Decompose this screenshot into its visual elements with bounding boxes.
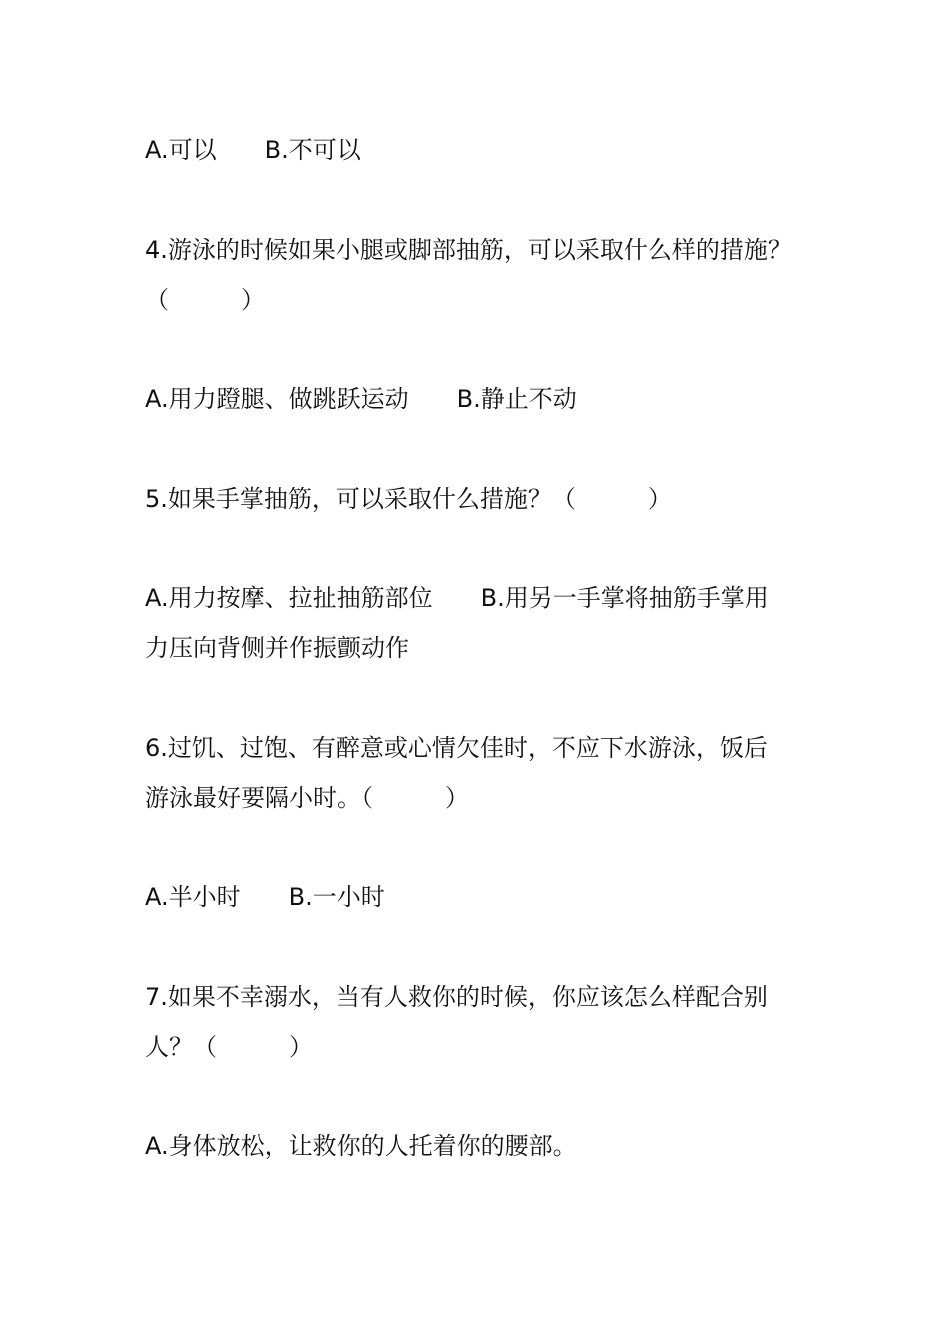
q6-options: A.半小时 B.一小时: [145, 883, 385, 911]
q5-question: 5.如果手掌抽筋，可以采取什么措施？（ ）: [145, 485, 672, 513]
q4-options: A.用力蹬腿、做跳跃运动 B.静止不动: [145, 385, 577, 413]
q4-answer-blank: （ ）: [145, 286, 265, 314]
q7-question-continued: 人？（ ）: [145, 1033, 313, 1061]
q4-question: 4.游泳的时候如果小腿或脚部抽筋，可以采取什么样的措施？: [145, 236, 792, 264]
q5-options-continued: 力压向背侧并作振颤动作: [145, 634, 409, 662]
q7-question: 7.如果不幸溺水，当有人救你的时候，你应该怎么样配合别: [145, 983, 768, 1011]
q6-question: 6.过饥、过饱、有醉意或心情欠佳时，不应下水游泳，饭后: [145, 734, 768, 762]
q6-question-continued: 游泳最好要隔小时。（ ）: [145, 784, 469, 812]
q3-options: A.可以 B.不可以: [145, 136, 361, 164]
q5-options: A.用力按摩、拉扯抽筋部位 B.用另一手掌将抽筋手掌用: [145, 584, 769, 612]
q7-option-a: A.身体放松，让救你的人托着你的腰部。: [145, 1132, 577, 1160]
